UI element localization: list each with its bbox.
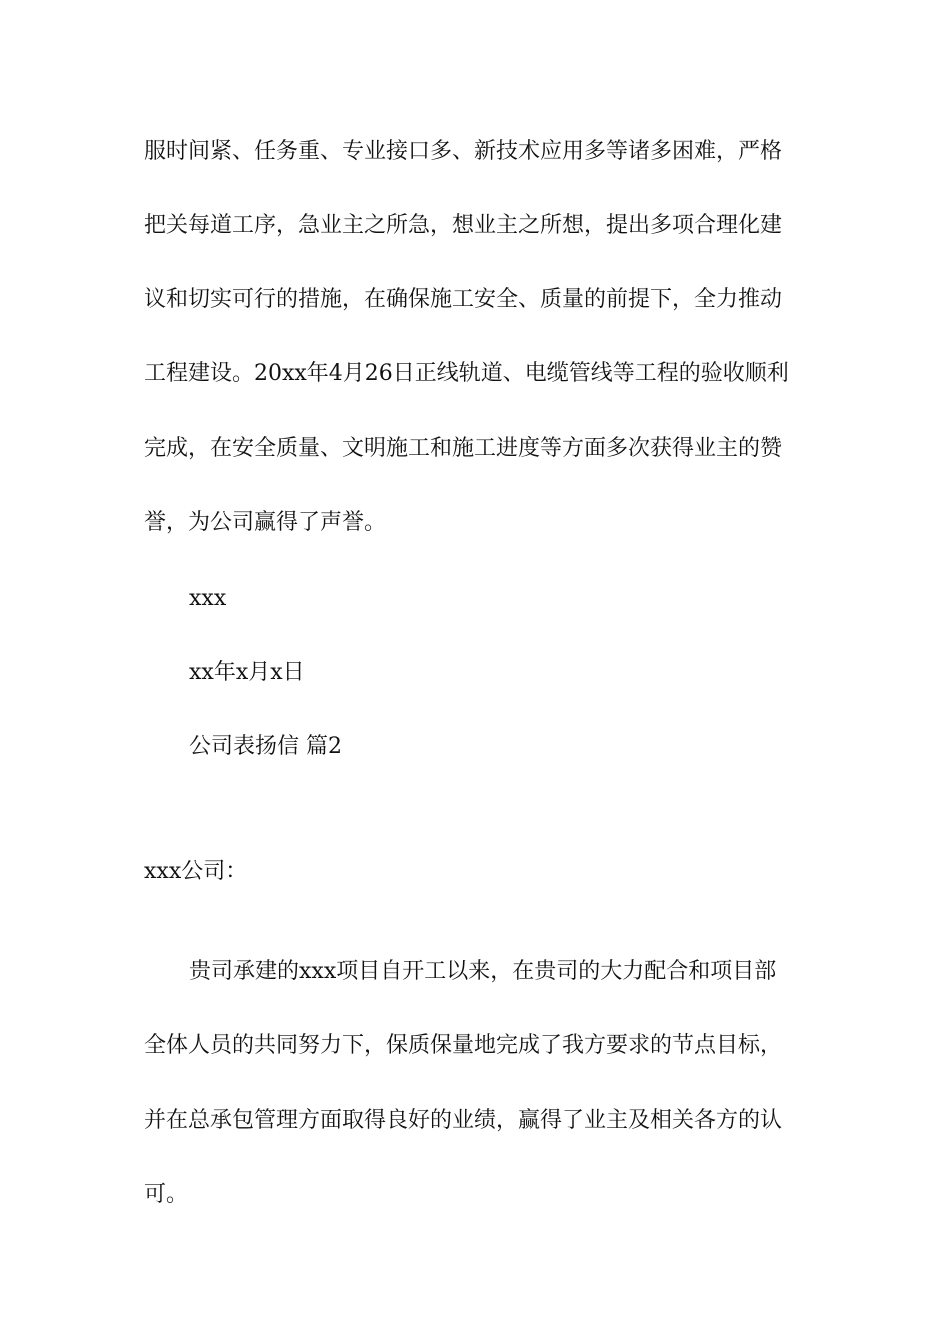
date: xx年x月x日 <box>189 660 305 685</box>
paragraph2-line-1: 贵司承建的xxx项目自开工以来，在贵司的大力配合和项目部 <box>189 959 777 984</box>
salutation: xxx公司： <box>144 859 248 884</box>
signature: xxx <box>189 586 227 611</box>
paragraph1-line-6: 誉，为公司赢得了声誉。 <box>144 510 387 535</box>
paragraph2-line-3: 并在总承包管理方面取得良好的业绩，赢得了业主及相关各方的认 <box>144 1108 783 1133</box>
paragraph1-line-3: 议和切实可行的措施，在确保施工安全、质量的前提下，全力推动 <box>144 287 783 312</box>
paragraph1-line-2: 把关每道工序，急业主之所急，想业主之所想，提出多项合理化建 <box>144 213 783 238</box>
paragraph1-line-5: 完成，在安全质量、文明施工和施工进度等方面多次获得业主的赞 <box>144 436 783 461</box>
section-title: 公司表扬信 篇2 <box>189 734 342 759</box>
paragraph1-line-4: 工程建设。20xx年4月26日正线轨道、电缆管线等工程的验收顺利 <box>144 361 789 386</box>
paragraph1-line-1: 服时间紧、任务重、专业接口多、新技术应用多等诸多困难，严格 <box>144 139 783 164</box>
paragraph2-line-4: 可。 <box>144 1182 189 1207</box>
paragraph2-line-2: 全体人员的共同努力下，保质保量地完成了我方要求的节点目标， <box>144 1033 783 1058</box>
